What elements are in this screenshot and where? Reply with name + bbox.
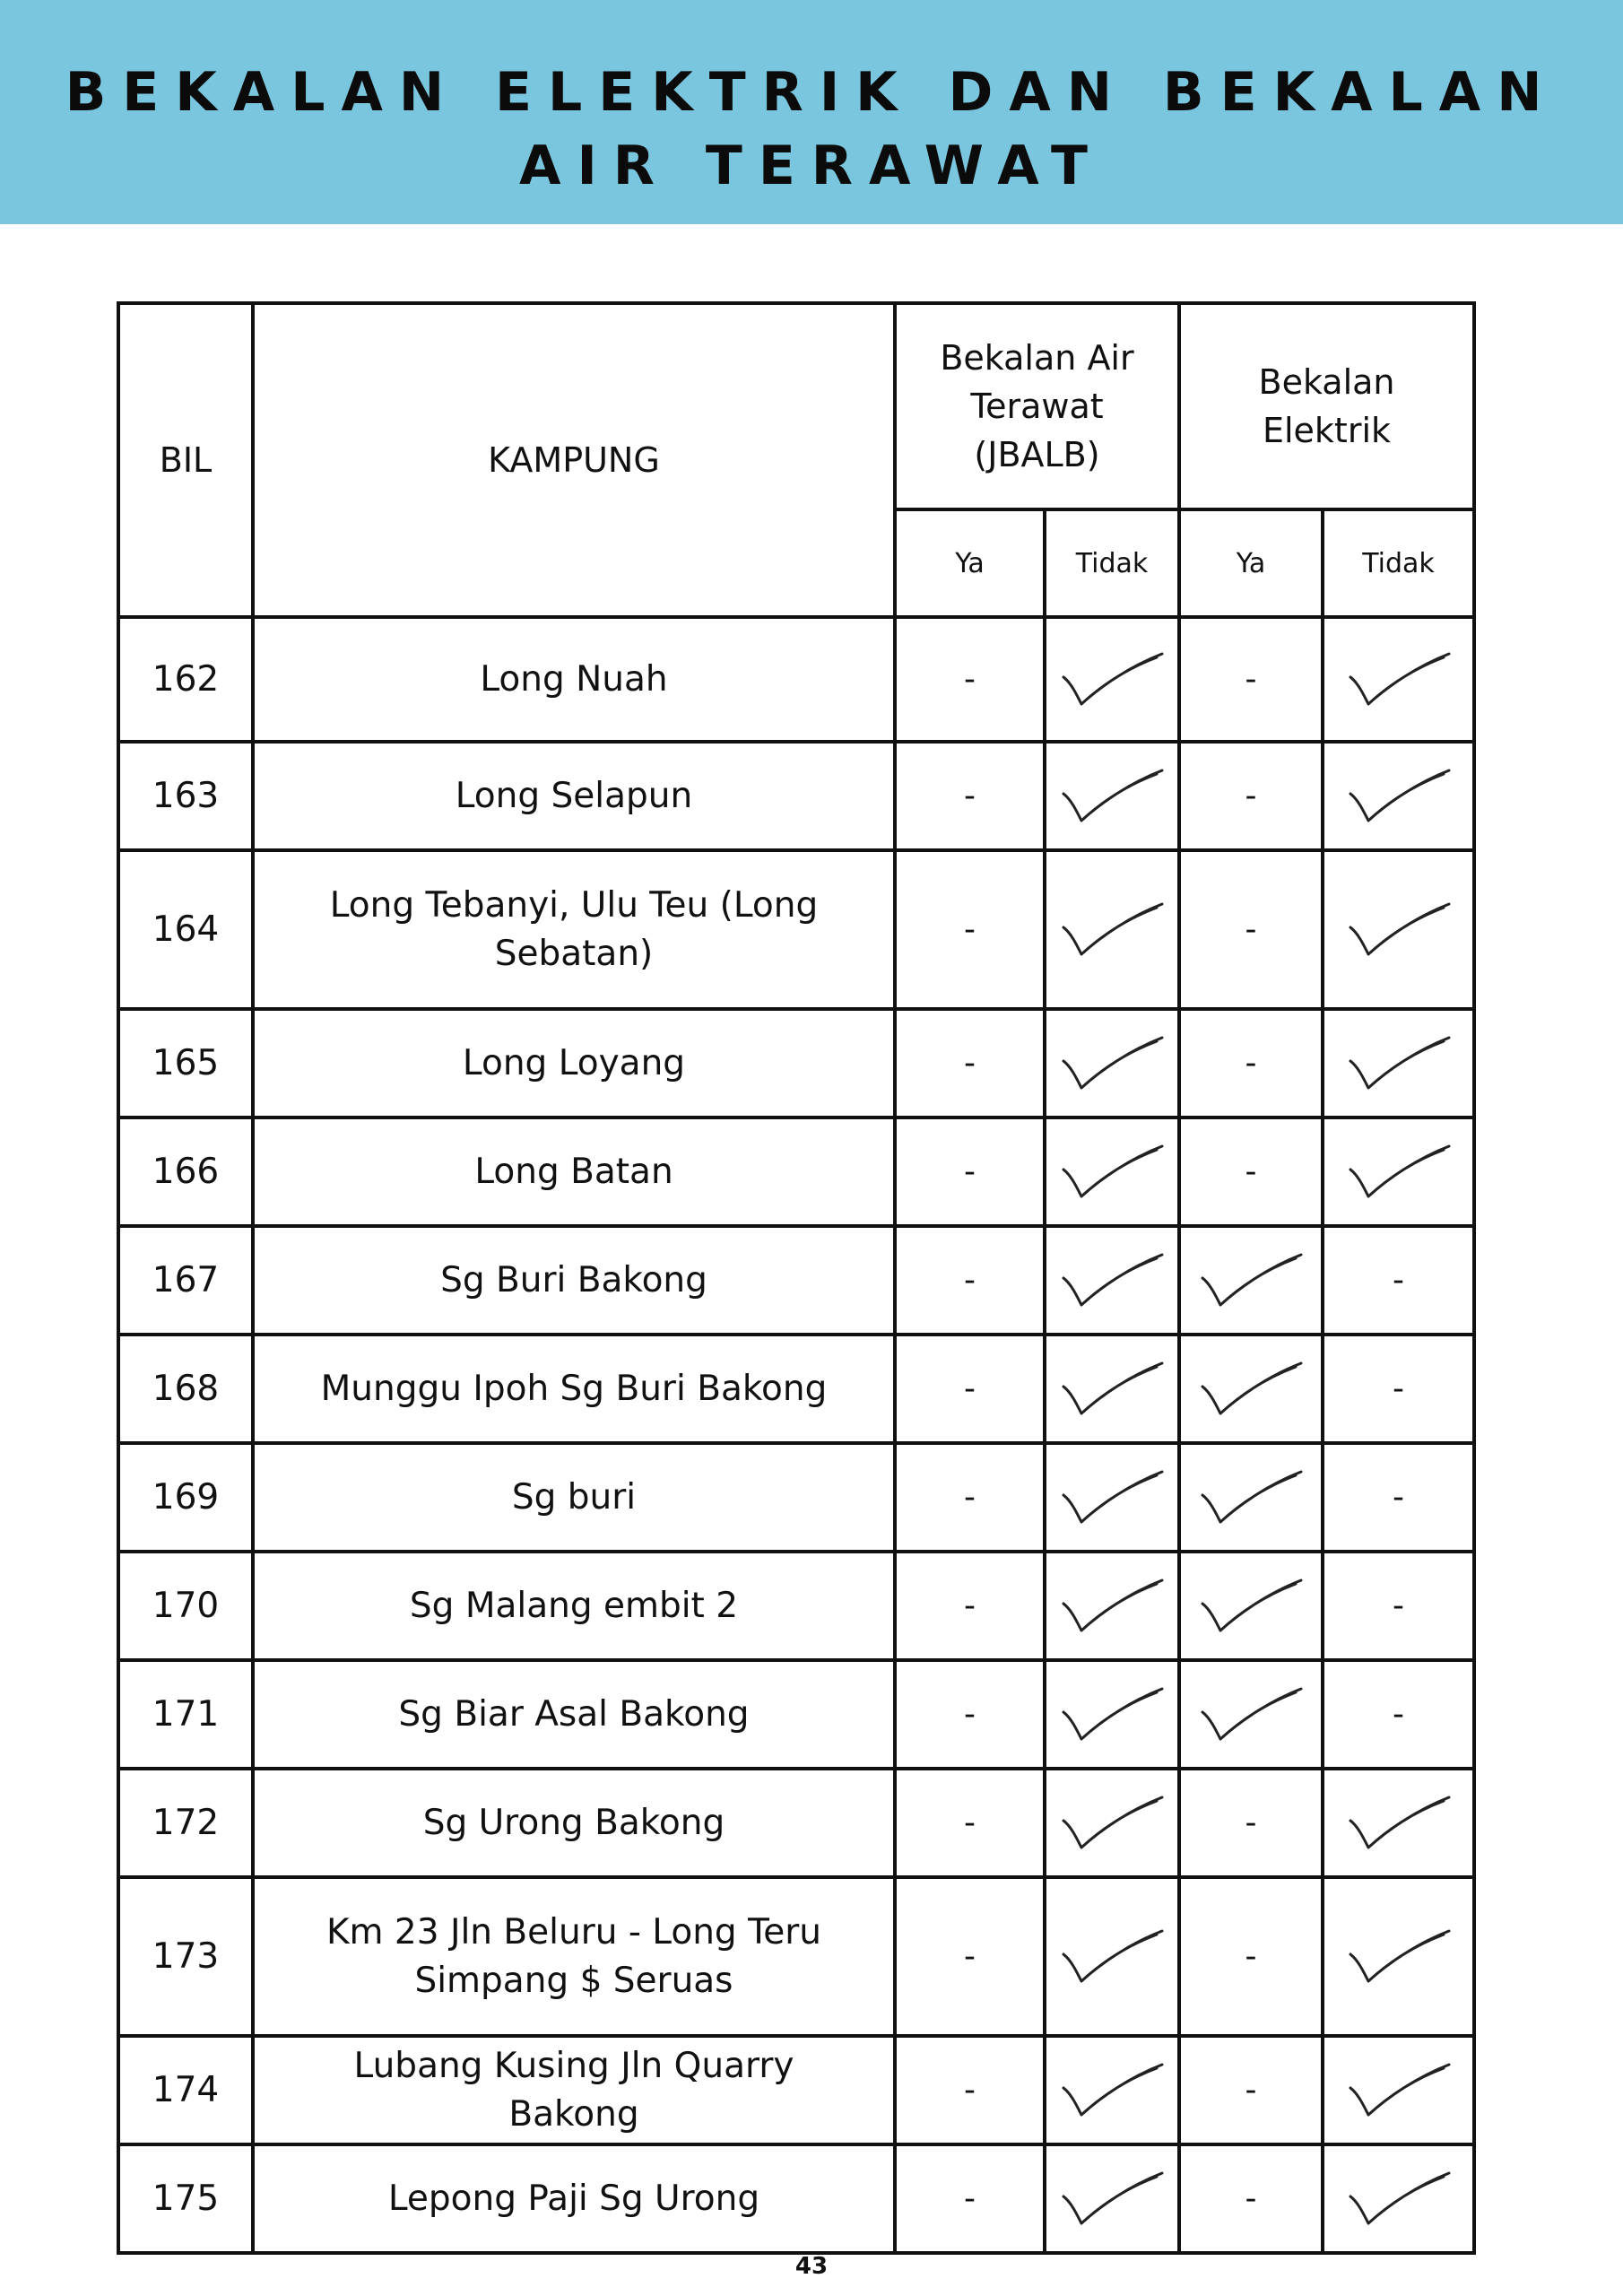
row-bil: 165 bbox=[118, 1009, 253, 1118]
dash-mark: - bbox=[1393, 1478, 1404, 1516]
check-mark-icon bbox=[1345, 2057, 1453, 2124]
dash-mark: - bbox=[964, 1478, 976, 1516]
table-row bbox=[118, 1009, 1474, 1118]
row-bil: 162 bbox=[118, 617, 253, 742]
cell-elek-tidak bbox=[1323, 1769, 1474, 1877]
check-mark-icon bbox=[1058, 897, 1166, 963]
check-mark-icon bbox=[1197, 1356, 1305, 1422]
cell-elek-tidak bbox=[1323, 1335, 1474, 1443]
cell-elek-ya bbox=[1179, 850, 1323, 1009]
check-mark-icon bbox=[1345, 1790, 1453, 1857]
row-kampung bbox=[253, 1769, 895, 1877]
check-mark-icon bbox=[1345, 2166, 1453, 2232]
row-bil: 163 bbox=[118, 742, 253, 850]
table-row bbox=[118, 1443, 1474, 1552]
row-kampung-text: Lepong Paji Sg Urong bbox=[387, 2178, 760, 2219]
page-number: 43 bbox=[794, 2253, 829, 2280]
row-kampung bbox=[253, 1118, 895, 1226]
cell-elek-tidak bbox=[1323, 1660, 1474, 1769]
dash-mark: - bbox=[964, 2071, 976, 2109]
table-row bbox=[118, 1660, 1474, 1769]
cell-air-tidak bbox=[1045, 1769, 1179, 1877]
page-title-line-1: BEKALAN ELEKTRIK DAN BEKALAN bbox=[65, 61, 1558, 124]
row-kampung bbox=[253, 1443, 895, 1552]
row-kampung bbox=[253, 742, 895, 850]
check-mark-icon bbox=[1058, 2057, 1166, 2124]
check-mark-icon bbox=[1058, 1248, 1166, 1314]
cell-air-tidak bbox=[1045, 850, 1179, 1009]
row-kampung-text: Sg Urong Bakong bbox=[422, 1802, 725, 1843]
check-mark-icon bbox=[1058, 2166, 1166, 2232]
check-mark-icon bbox=[1058, 647, 1166, 713]
check-mark-icon bbox=[1058, 1031, 1166, 1097]
cell-elek-ya bbox=[1179, 1660, 1323, 1769]
cell-air-ya bbox=[895, 850, 1045, 1009]
cell-air-ya bbox=[895, 1335, 1045, 1443]
row-bil: 168 bbox=[118, 1335, 253, 1443]
check-mark-icon bbox=[1197, 1573, 1305, 1639]
subheader-air-tidak: Tidak bbox=[1045, 509, 1179, 617]
header-kampung: KAMPUNG bbox=[253, 303, 895, 617]
dash-mark: - bbox=[1393, 1695, 1404, 1733]
dash-mark: - bbox=[964, 910, 976, 948]
cell-air-tidak bbox=[1045, 1443, 1179, 1552]
dash-mark: - bbox=[1245, 660, 1257, 698]
dash-mark: - bbox=[1393, 1370, 1404, 1407]
row-kampung-text: Sg Malang embit 2 bbox=[409, 1585, 739, 1626]
row-bil: 174 bbox=[118, 2036, 253, 2144]
cell-elek-ya bbox=[1179, 1226, 1323, 1335]
cell-elek-ya bbox=[1179, 617, 1323, 742]
cell-air-ya bbox=[895, 2144, 1045, 2253]
check-mark-icon bbox=[1345, 897, 1453, 963]
cell-elek-ya bbox=[1179, 1877, 1323, 2036]
check-mark-icon bbox=[1345, 1139, 1453, 1205]
check-mark-icon bbox=[1345, 647, 1453, 713]
row-bil: 166 bbox=[118, 1118, 253, 1226]
cell-elek-tidak bbox=[1323, 850, 1474, 1009]
table-row bbox=[118, 617, 1474, 742]
dash-mark: - bbox=[964, 1937, 976, 1975]
cell-elek-tidak bbox=[1323, 1877, 1474, 2036]
cell-elek-ya bbox=[1179, 1443, 1323, 1552]
dash-mark: - bbox=[1245, 1152, 1257, 1190]
row-bil: 170 bbox=[118, 1552, 253, 1660]
dash-mark: - bbox=[1245, 2071, 1257, 2109]
cell-elek-tidak bbox=[1323, 1226, 1474, 1335]
cell-elek-ya bbox=[1179, 1552, 1323, 1660]
table-row bbox=[118, 1877, 1474, 2036]
cell-elek-tidak bbox=[1323, 617, 1474, 742]
cell-air-ya bbox=[895, 1009, 1045, 1118]
row-kampung-text: Km 23 Jln Beluru - Long Teru Simpang $ Seruas bbox=[325, 1911, 822, 2001]
cell-air-ya bbox=[895, 1769, 1045, 1877]
row-bil: 171 bbox=[118, 1660, 253, 1769]
cell-elek-ya bbox=[1179, 1118, 1323, 1226]
row-kampung bbox=[253, 617, 895, 742]
dash-mark: - bbox=[964, 2179, 976, 2217]
dash-mark: - bbox=[1245, 2179, 1257, 2217]
cell-air-tidak bbox=[1045, 742, 1179, 850]
cell-elek-tidak bbox=[1323, 2036, 1474, 2144]
table-row bbox=[118, 1769, 1474, 1877]
cell-elek-tidak bbox=[1323, 742, 1474, 850]
table-row bbox=[118, 2144, 1474, 2253]
row-kampung bbox=[253, 1226, 895, 1335]
row-kampung-text: Long Nuah bbox=[480, 658, 668, 700]
cell-elek-tidak bbox=[1323, 1443, 1474, 1552]
cell-air-tidak bbox=[1045, 617, 1179, 742]
row-kampung-text: Long Selapun bbox=[455, 775, 693, 816]
row-bil: 164 bbox=[118, 850, 253, 1009]
dash-mark: - bbox=[964, 1044, 976, 1082]
header-bekalan-elektrik bbox=[1179, 303, 1474, 509]
header-bekalan-air bbox=[895, 303, 1179, 509]
cell-air-tidak bbox=[1045, 1118, 1179, 1226]
row-kampung bbox=[253, 1660, 895, 1769]
table-row bbox=[118, 2036, 1474, 2144]
check-mark-icon bbox=[1197, 1465, 1305, 1531]
cell-air-ya bbox=[895, 1226, 1045, 1335]
check-mark-icon bbox=[1345, 1031, 1453, 1097]
check-mark-icon bbox=[1058, 1573, 1166, 1639]
cell-air-tidak bbox=[1045, 2144, 1179, 2253]
dash-mark: - bbox=[964, 1261, 976, 1299]
check-mark-icon bbox=[1197, 1248, 1305, 1314]
row-kampung bbox=[253, 1877, 895, 2036]
header-bil: BIL bbox=[118, 303, 253, 617]
cell-elek-ya bbox=[1179, 1769, 1323, 1877]
dash-mark: - bbox=[1245, 1044, 1257, 1082]
subheader-air-ya: Ya bbox=[895, 509, 1045, 617]
check-mark-icon bbox=[1345, 1924, 1453, 1990]
cell-air-tidak bbox=[1045, 1226, 1179, 1335]
row-kampung-text: Lubang Kusing Jln Quarry Bakong bbox=[353, 2045, 794, 2135]
row-kampung bbox=[253, 2144, 895, 2253]
check-mark-icon bbox=[1058, 763, 1166, 830]
row-kampung bbox=[253, 1335, 895, 1443]
row-kampung bbox=[253, 850, 895, 1009]
row-kampung bbox=[253, 2036, 895, 2144]
row-bil: 173 bbox=[118, 1877, 253, 2036]
cell-air-ya bbox=[895, 1877, 1045, 2036]
cell-air-ya bbox=[895, 2036, 1045, 2144]
cell-air-tidak bbox=[1045, 1552, 1179, 1660]
check-mark-icon bbox=[1058, 1465, 1166, 1531]
row-bil: 175 bbox=[118, 2144, 253, 2253]
row-kampung bbox=[253, 1009, 895, 1118]
cell-air-ya bbox=[895, 1552, 1045, 1660]
cell-air-tidak bbox=[1045, 1335, 1179, 1443]
cell-elek-ya bbox=[1179, 2036, 1323, 2144]
row-kampung-text: Long Loyang bbox=[462, 1042, 686, 1083]
row-kampung-text: Munggu Ipoh Sg Buri Bakong bbox=[320, 1368, 828, 1409]
dash-mark: - bbox=[1393, 1587, 1404, 1624]
dash-mark: - bbox=[964, 1804, 976, 1841]
cell-air-ya bbox=[895, 1118, 1045, 1226]
page-title-line-2: AIR TERAWAT bbox=[519, 135, 1104, 197]
row-kampung-text: Sg Buri Bakong bbox=[440, 1259, 707, 1300]
cell-elek-tidak bbox=[1323, 1552, 1474, 1660]
check-mark-icon bbox=[1197, 1682, 1305, 1748]
table-row bbox=[118, 1226, 1474, 1335]
row-kampung-text: Sg buri bbox=[511, 1476, 637, 1518]
dash-mark: - bbox=[964, 1695, 976, 1733]
dash-mark: - bbox=[1245, 777, 1257, 814]
cell-air-tidak bbox=[1045, 1877, 1179, 2036]
cell-elek-ya bbox=[1179, 1009, 1323, 1118]
row-kampung-text: Sg Biar Asal Bakong bbox=[398, 1693, 750, 1735]
check-mark-icon bbox=[1058, 1924, 1166, 1990]
check-mark-icon bbox=[1058, 1790, 1166, 1857]
cell-elek-tidak bbox=[1323, 1118, 1474, 1226]
check-mark-icon bbox=[1058, 1139, 1166, 1205]
table-row bbox=[118, 1118, 1474, 1226]
row-bil: 169 bbox=[118, 1443, 253, 1552]
village-supply-table bbox=[117, 301, 1476, 2255]
table-row bbox=[118, 1335, 1474, 1443]
cell-elek-ya bbox=[1179, 742, 1323, 850]
cell-elek-tidak bbox=[1323, 1009, 1474, 1118]
subheader-elektrik-ya: Ya bbox=[1179, 509, 1323, 617]
cell-air-tidak bbox=[1045, 2036, 1179, 2144]
cell-air-ya bbox=[895, 742, 1045, 850]
dash-mark: - bbox=[1393, 1261, 1404, 1299]
cell-air-ya bbox=[895, 1660, 1045, 1769]
cell-air-ya bbox=[895, 1443, 1045, 1552]
row-kampung-text: Long Batan bbox=[474, 1151, 673, 1192]
check-mark-icon bbox=[1345, 763, 1453, 830]
row-kampung bbox=[253, 1552, 895, 1660]
cell-elek-tidak bbox=[1323, 2144, 1474, 2253]
dash-mark: - bbox=[964, 777, 976, 814]
row-kampung-text: Long Tebanyi, Ulu Teu (Long Sebatan) bbox=[329, 884, 819, 974]
row-bil: 167 bbox=[118, 1226, 253, 1335]
title-banner bbox=[0, 0, 1623, 224]
table-row bbox=[118, 850, 1474, 1009]
table-row bbox=[118, 742, 1474, 850]
check-mark-icon bbox=[1058, 1682, 1166, 1748]
row-bil: 172 bbox=[118, 1769, 253, 1877]
dash-mark: - bbox=[964, 1370, 976, 1407]
dash-mark: - bbox=[1245, 910, 1257, 948]
header-bekalan-elektrik-label: Bekalan Elektrik bbox=[1258, 362, 1395, 450]
cell-elek-ya bbox=[1179, 2144, 1323, 2253]
dash-mark: - bbox=[1245, 1804, 1257, 1841]
dash-mark: - bbox=[964, 1152, 976, 1190]
cell-air-tidak bbox=[1045, 1009, 1179, 1118]
dash-mark: - bbox=[964, 1587, 976, 1624]
dash-mark: - bbox=[964, 660, 976, 698]
subheader-elektrik-tidak: Tidak bbox=[1323, 509, 1474, 617]
header-bekalan-air-label: Bekalan Air Terawat (JBALB) bbox=[940, 338, 1134, 474]
cell-air-ya bbox=[895, 617, 1045, 742]
check-mark-icon bbox=[1058, 1356, 1166, 1422]
cell-air-tidak bbox=[1045, 1660, 1179, 1769]
dash-mark: - bbox=[1245, 1937, 1257, 1975]
table-row bbox=[118, 1552, 1474, 1660]
cell-elek-ya bbox=[1179, 1335, 1323, 1443]
